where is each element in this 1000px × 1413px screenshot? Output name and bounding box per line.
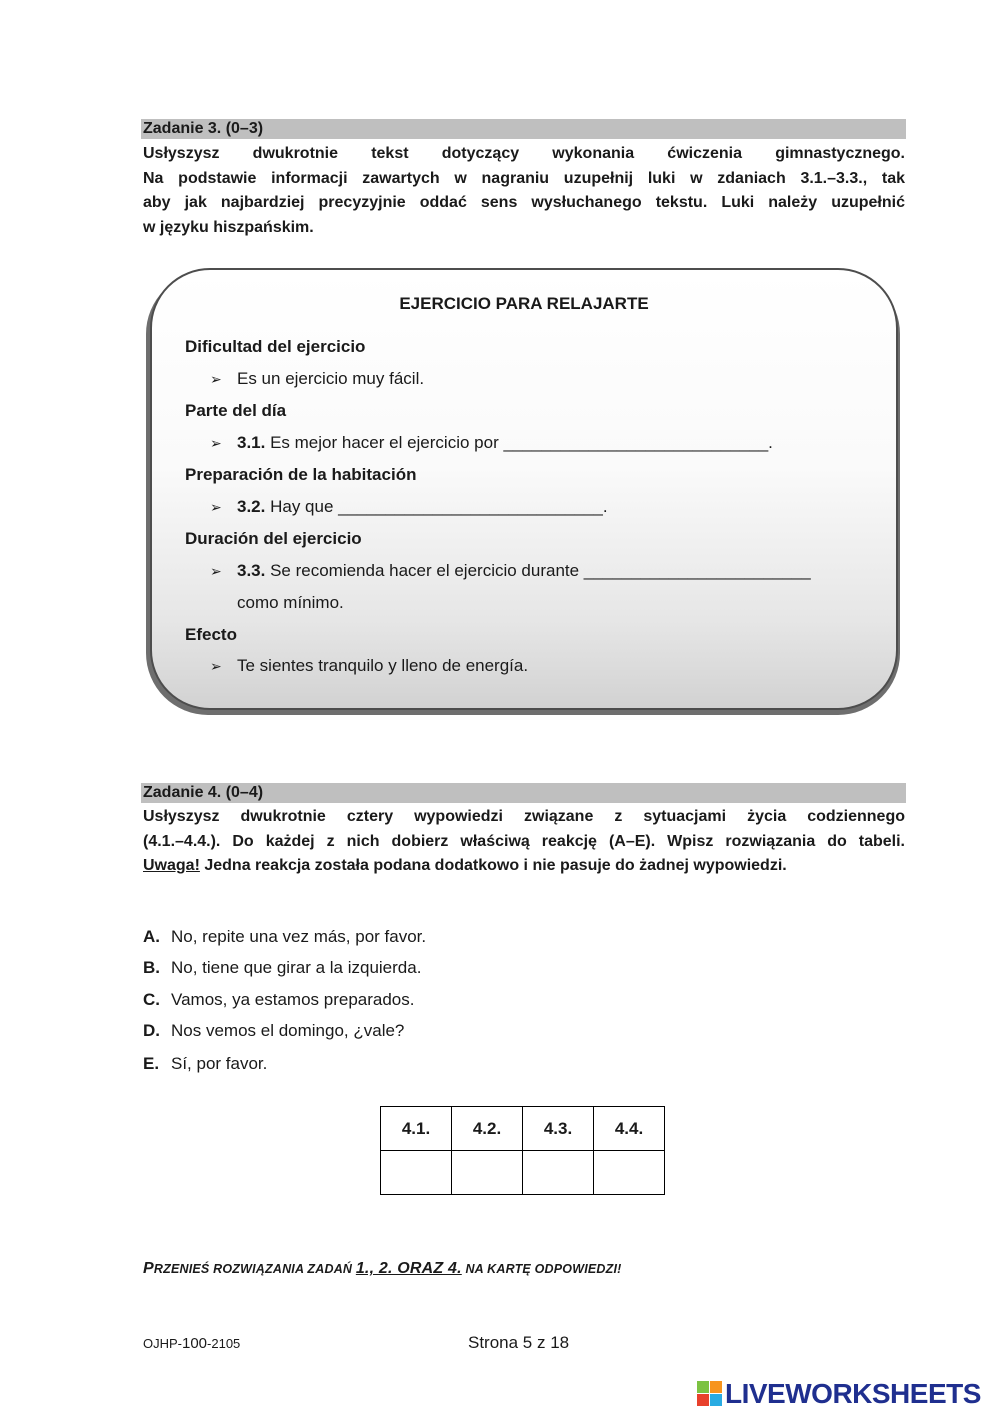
liveworksheets-logo[interactable] bbox=[697, 1377, 981, 1411]
answer-cell-4-1[interactable] bbox=[381, 1151, 452, 1195]
logo-square-orange bbox=[710, 1381, 722, 1393]
exercise-box bbox=[150, 268, 898, 710]
task3-instruction-line: Na podstawie informacji zawartych w nagraniu uzupełnij luki w zdaniach 3.1.–3.3., tak bbox=[143, 169, 905, 187]
note-text: RZENIEŚ ROZWIĄZANIA ZADAŃ bbox=[153, 1262, 356, 1276]
gap-sentence: Se recomienda hacer el ejercicio durante ________________________ bbox=[265, 561, 811, 580]
arrow-bullet-icon: ➢ bbox=[210, 499, 222, 515]
gap-sentence: Hay que ____________________________. bbox=[265, 497, 608, 516]
logo-square-red bbox=[697, 1394, 709, 1406]
option-a bbox=[143, 927, 426, 947]
bullet-text: Es un ejercicio muy fácil. bbox=[237, 369, 425, 388]
answer-cell-4-3[interactable] bbox=[523, 1151, 594, 1195]
section-heading-day-part: Parte del día bbox=[185, 401, 287, 420]
option-b bbox=[143, 958, 421, 978]
exam-code bbox=[143, 1335, 240, 1352]
logo-square-cyan bbox=[710, 1394, 722, 1406]
logo-text: LIVEWORKSHEETS bbox=[725, 1378, 981, 1409]
task4-instruction-line: Usłyszysz dwukrotnie cztery wypowiedzi związane z sytuacjami życia codziennego bbox=[143, 808, 905, 825]
answer-table-header-row bbox=[381, 1107, 665, 1151]
task3-instruction-line: Usłyszysz dwukrotnie tekst dotyczący wykonania ćwiczenia gimnastycznego. bbox=[143, 145, 905, 162]
answer-header-cell: 4.4. bbox=[594, 1107, 665, 1151]
option-text: Vamos, ya estamos preparados. bbox=[171, 990, 415, 1009]
transfer-note bbox=[143, 1260, 622, 1278]
section-heading-effect: Efecto bbox=[185, 625, 237, 644]
arrow-bullet-icon: ➢ bbox=[210, 371, 222, 387]
item-number: 3.3. bbox=[237, 561, 266, 580]
task4-instruction-line: (4.1.–4.4.). Do każdej z nich dobierz właściwą reakcję (A–E). Wpisz rozwiązania do tabeli. bbox=[143, 832, 905, 850]
page-number: Strona 5 z 18 bbox=[468, 1333, 570, 1352]
task3-header: Zadanie 3. (0–3) bbox=[141, 119, 906, 139]
option-text: No, repite una vez más, por favor. bbox=[171, 927, 427, 946]
option-e bbox=[143, 1054, 267, 1074]
arrow-bullet-icon: ➢ bbox=[210, 658, 222, 674]
section-heading-difficulty: Dificultad del ejercicio bbox=[185, 337, 366, 356]
answer-header-cell: 4.3. bbox=[523, 1107, 594, 1151]
exercise-box-title: EJERCICIO PARA RELAJARTE bbox=[399, 294, 649, 313]
task3-instruction-line: w języku hiszpańskim. bbox=[143, 218, 314, 236]
arrow-bullet-icon: ➢ bbox=[210, 563, 222, 579]
bullet-difficulty bbox=[210, 369, 424, 389]
warning-label: Uwaga! bbox=[143, 857, 200, 874]
option-letter: A. bbox=[143, 927, 160, 946]
task4-header: Zadanie 4. (0–4) bbox=[141, 783, 906, 803]
option-text: No, tiene que girar a la izquierda. bbox=[171, 958, 422, 977]
task3-instructions bbox=[143, 142, 905, 240]
gap-3-3[interactable] bbox=[210, 561, 811, 581]
liveworksheets-icon bbox=[697, 1381, 723, 1407]
gap-3-1[interactable] bbox=[210, 433, 773, 453]
exam-code-number: 100 bbox=[182, 1335, 208, 1352]
warning-text: Jedna reakcja została podana dodatkowo i nie pasuje do żadnej wypowiedzi. bbox=[199, 857, 787, 874]
answer-table bbox=[380, 1106, 665, 1195]
section-heading-duration: Duración del ejercicio bbox=[185, 529, 362, 548]
option-letter: B. bbox=[143, 958, 160, 977]
task4-warning bbox=[143, 854, 905, 879]
task4-instructions bbox=[143, 805, 905, 879]
exam-code-suffix: -2105 bbox=[207, 1336, 241, 1351]
task3-instruction-line: aby jak najbardziej precyzyjnie oddać sens wysłuchanego tekstu. Luki należy uzupełnić bbox=[143, 194, 905, 211]
note-text-end: NA KARTĘ ODPOWIEDZI! bbox=[461, 1262, 622, 1276]
gap-3-3-continuation: como mínimo. bbox=[237, 593, 344, 612]
note-initial: P bbox=[143, 1260, 154, 1277]
option-c bbox=[143, 990, 414, 1010]
arrow-bullet-icon: ➢ bbox=[210, 435, 222, 451]
option-d bbox=[143, 1021, 404, 1041]
answer-header-cell: 4.2. bbox=[452, 1107, 523, 1151]
answer-cell-4-2[interactable] bbox=[452, 1151, 523, 1195]
note-tasks: 1., 2. ORAZ 4. bbox=[355, 1260, 462, 1277]
option-letter: D. bbox=[143, 1021, 160, 1040]
bullet-text: Te sientes tranquilo y lleno de energía. bbox=[237, 656, 529, 675]
logo-square-green bbox=[697, 1381, 709, 1393]
exam-code-prefix: OJHP- bbox=[143, 1336, 182, 1351]
answer-cell-4-4[interactable] bbox=[594, 1151, 665, 1195]
item-number: 3.2. bbox=[237, 497, 266, 516]
option-letter: C. bbox=[143, 990, 160, 1009]
option-text: Nos vemos el domingo, ¿vale? bbox=[171, 1021, 405, 1040]
section-heading-room-prep: Preparación de la habitación bbox=[185, 465, 417, 484]
option-letter: E. bbox=[143, 1054, 160, 1073]
bullet-effect bbox=[210, 656, 528, 676]
item-number: 3.1. bbox=[237, 433, 266, 452]
gap-3-2[interactable] bbox=[210, 497, 608, 517]
gap-sentence: Es mejor hacer el ejercicio por ____________________________. bbox=[265, 433, 773, 452]
option-text: Sí, por favor. bbox=[171, 1054, 268, 1073]
answer-header-cell: 4.1. bbox=[381, 1107, 452, 1151]
answer-table-input-row bbox=[381, 1151, 665, 1195]
